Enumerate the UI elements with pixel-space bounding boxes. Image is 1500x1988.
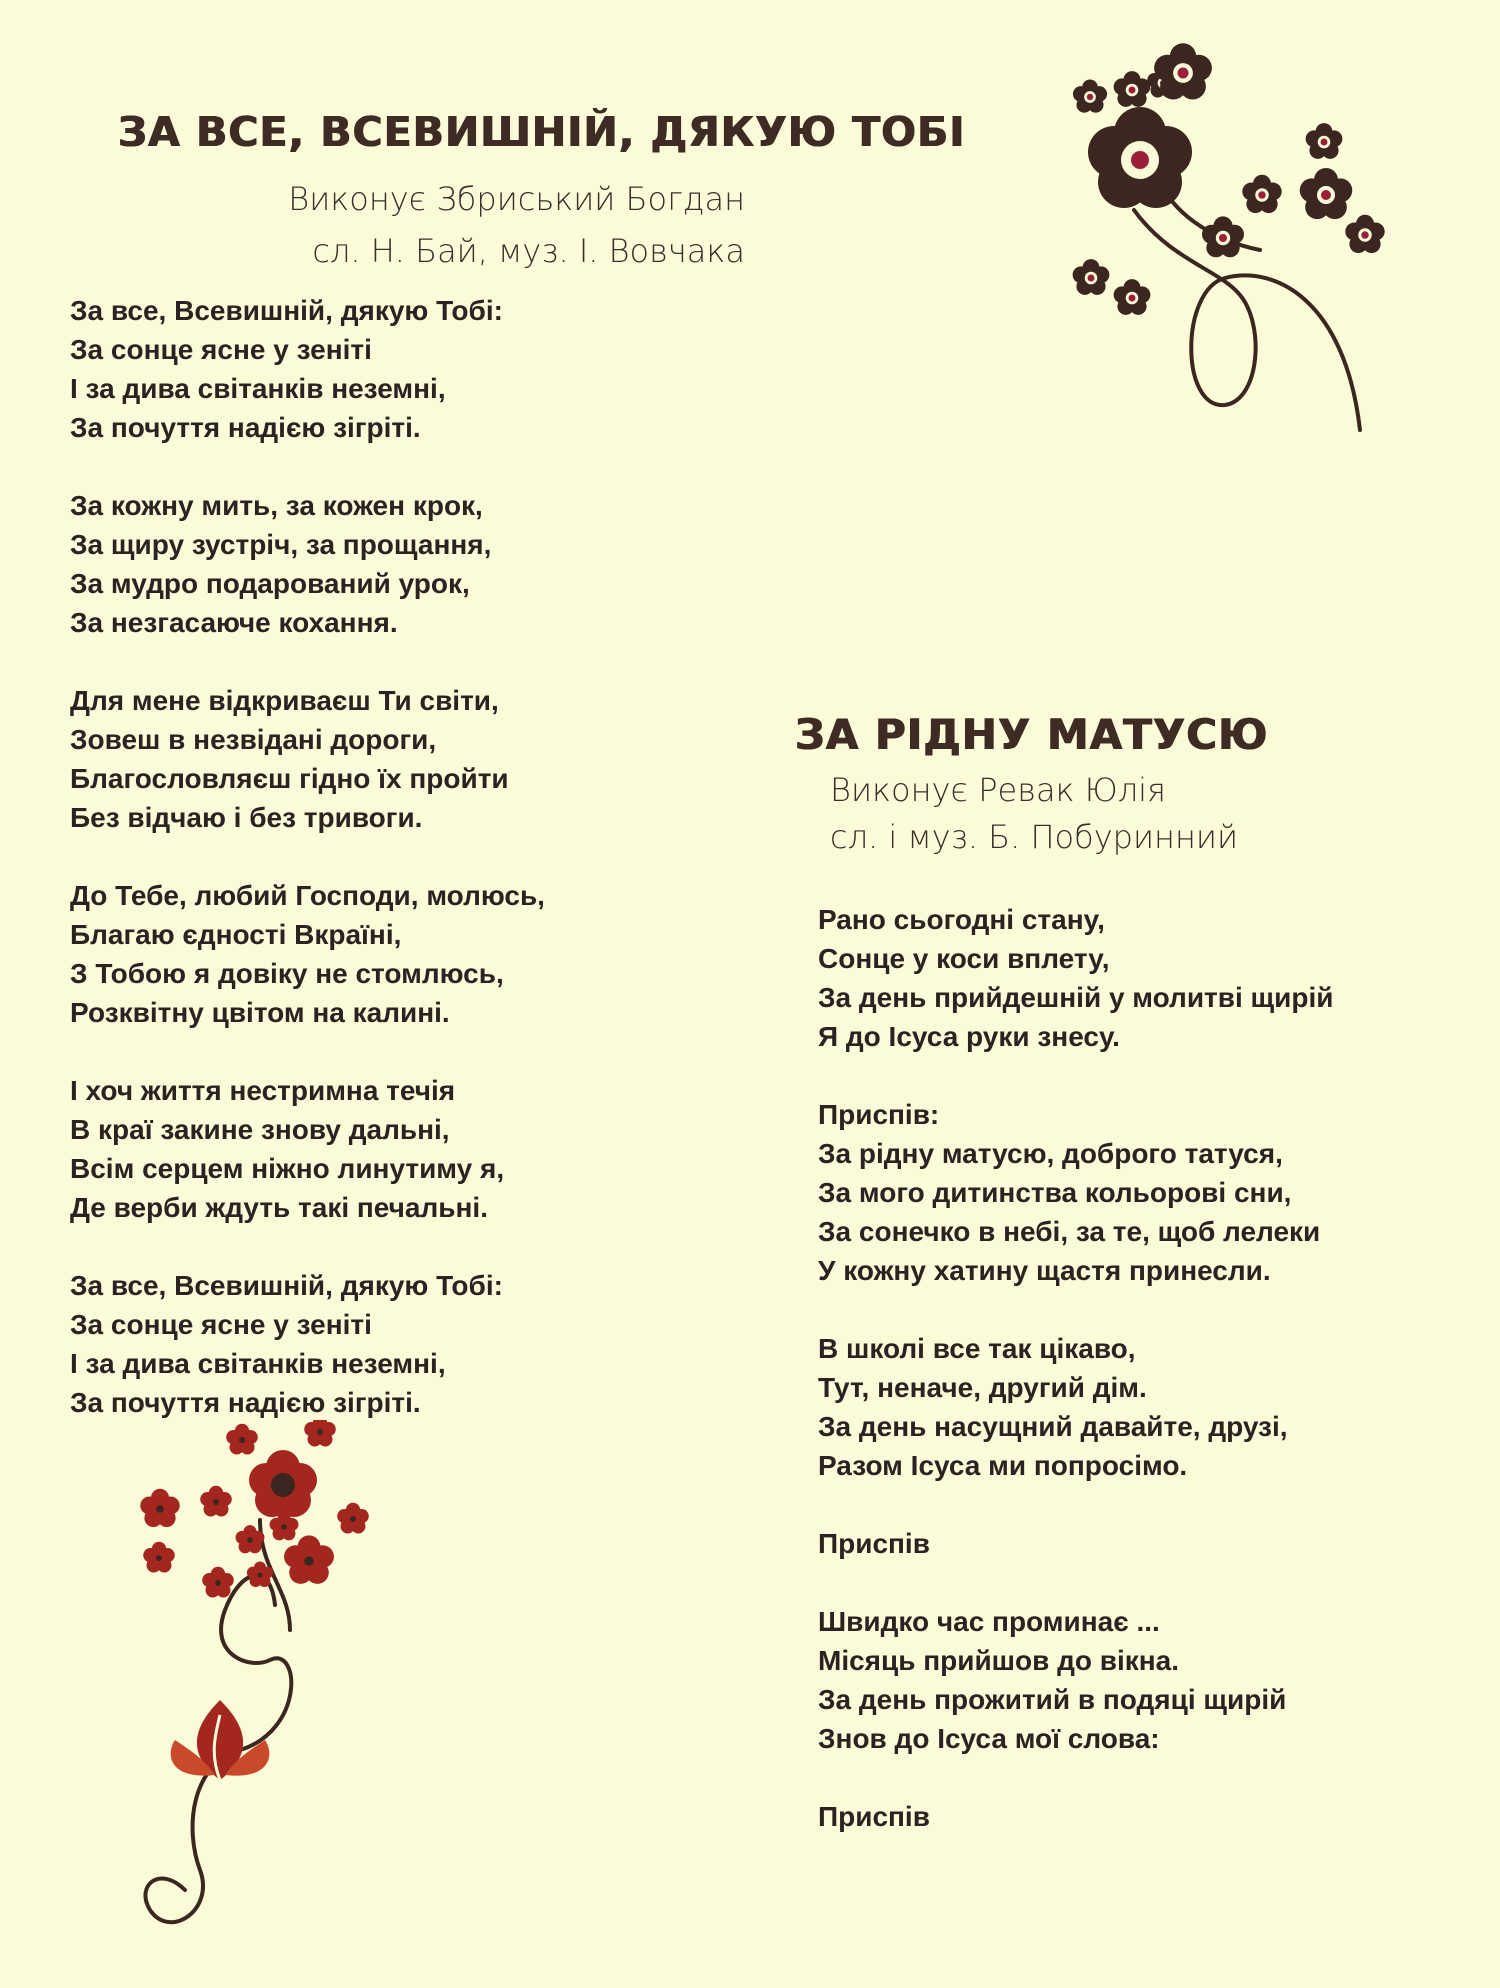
small-flower-icon <box>202 1567 234 1598</box>
lyric-line: З Тобою я довіку не стомлюсь, <box>70 958 504 989</box>
lyric-line: За день насущний давайте, друзі, <box>818 1411 1288 1442</box>
stanza <box>818 1524 1333 1563</box>
flower-decoration-bottom <box>130 1420 390 1960</box>
lyric-line: Приспів: <box>818 1099 940 1130</box>
small-flower-icon <box>1300 168 1353 219</box>
flower-icon <box>249 1450 317 1517</box>
flower-stem <box>1134 180 1360 430</box>
song-lyrics <box>818 900 1333 1875</box>
lyric-line: Приспів <box>818 1801 930 1832</box>
small-flower-icon <box>200 1486 232 1517</box>
stanza <box>70 1266 545 1422</box>
lyric-line: І за дива світанків неземні, <box>70 1348 446 1379</box>
lyric-line: За рідну матусю, доброго татуся, <box>818 1138 1283 1169</box>
lyric-line: Всім серцем ніжно линутиму я, <box>70 1153 505 1184</box>
lyric-line: Без відчаю і без тривоги. <box>70 802 423 833</box>
song-lyrics <box>70 291 545 1461</box>
lyric-line: За сонце ясне у зеніті <box>70 334 372 365</box>
small-flower-icon <box>1202 216 1244 257</box>
lyric-line: За сонечко в небі, за те, щоб лелеки <box>818 1216 1321 1247</box>
small-flower-icon <box>1073 79 1107 112</box>
stanza <box>70 291 545 447</box>
lyric-line: Де верби ждуть такі печальні. <box>70 1192 488 1223</box>
lyric-line: У кожну хатину щастя принесли. <box>818 1255 1271 1286</box>
lyric-line: Сонце у коси вплету, <box>818 943 1110 974</box>
small-flower-icon <box>304 1420 336 1446</box>
lyric-line: Зовеш в незвідані дороги, <box>70 724 437 755</box>
song-authors: сл. Н. Бай, муз. І. Вовчака <box>312 232 745 270</box>
small-flower-icon <box>1242 175 1281 213</box>
stanza <box>70 486 545 642</box>
stanza <box>818 1602 1333 1758</box>
lyric-line: За щиру зустріч, за прощання, <box>70 529 492 560</box>
lyric-line: За мудро подарований урок, <box>70 568 470 599</box>
small-flower-icon <box>337 1503 369 1534</box>
lyric-line: За сонце ясне у зеніті <box>70 1309 372 1340</box>
lyric-line: В школі все так цікаво, <box>818 1333 1136 1364</box>
lyric-line: І за дива світанків неземні, <box>70 373 446 404</box>
lyric-line: За день прийдешній у молитві щирій <box>818 982 1334 1013</box>
lyric-line: Розквітну цвітом на калині. <box>70 997 450 1028</box>
lyric-line: Знов до Ісуса мої слова: <box>818 1723 1160 1754</box>
song-title: ЗА ВСЕ, ВСЕВИШНІЙ, ДЯКУЮ ТОБІ <box>118 108 966 156</box>
lyric-line: За все, Всевишній, дякую Тобі: <box>70 1270 503 1301</box>
song-title: ЗА РІДНУ МАТУСЮ <box>795 710 1269 759</box>
small-flower-icon <box>1114 71 1151 107</box>
small-flower-icon <box>1306 123 1343 159</box>
lyric-line: Для мене відкриваєш Ти світи, <box>70 685 499 716</box>
lyric-line: Швидко час проминає ... <box>818 1606 1160 1637</box>
stanza <box>818 1797 1333 1836</box>
lyric-line: За незгасаюче кохання. <box>70 607 398 638</box>
stanza <box>70 876 545 1032</box>
lyric-line: Благословляєш гідно їх пройти <box>70 763 509 794</box>
lyric-line: І хоч життя нестримна течія <box>70 1075 456 1106</box>
stanza <box>70 681 545 837</box>
lyric-line: Разом Ісуса ми попросімо. <box>818 1450 1188 1481</box>
song-performer: Виконує Збриський Богдан <box>288 180 745 218</box>
small-flowers <box>140 1420 368 1597</box>
stanza <box>70 1071 545 1227</box>
stanza <box>818 900 1333 1056</box>
small-flower-icon <box>1073 259 1110 295</box>
lyric-line: До Тебе, любий Господи, молюсь, <box>70 880 545 911</box>
lyric-line: За день прожитий в подяці щирій <box>818 1684 1287 1715</box>
small-flower-icon <box>284 1535 334 1584</box>
small-flower-icon <box>1114 279 1151 315</box>
lyric-line: Місяць прийшов до вікна. <box>818 1645 1180 1676</box>
song-authors: сл. і муз. Б. Побуринний <box>830 818 1239 856</box>
lyric-line: Я до Ісуса руки знесу. <box>818 1021 1120 1052</box>
lyric-line: За мого дитинства кольорові сни, <box>818 1177 1292 1208</box>
lyric-line: Рано сьогодні стану, <box>818 904 1105 935</box>
flower-icon <box>1088 107 1192 208</box>
small-flower-icon <box>143 1542 175 1573</box>
small-flower-icon <box>226 1424 258 1455</box>
lyric-line: За кожну мить, за кожен крок, <box>70 490 483 521</box>
small-flower-icon <box>140 1489 179 1527</box>
lyric-line: Благаю єдності Вкраїні, <box>70 919 402 950</box>
small-flower-icon <box>1345 215 1384 253</box>
lyric-line: За все, Всевишній, дякую Тобі: <box>70 295 503 326</box>
lyric-line: За почуття надією зігріті. <box>70 412 421 443</box>
lyric-line: За почуття надією зігріті. <box>70 1387 421 1418</box>
flower-decoration-top <box>1060 40 1420 440</box>
lyric-line: Тут, неначе, другий дім. <box>818 1372 1147 1403</box>
lyric-line: В краї закине знову дальні, <box>70 1114 450 1145</box>
leaf-icon <box>171 1700 270 1780</box>
lyric-line: Приспів <box>818 1528 930 1559</box>
small-flower-icon <box>1154 43 1212 99</box>
stanza <box>818 1329 1333 1485</box>
stanza <box>818 1095 1333 1290</box>
song-performer: Виконує Ревак Юлія <box>830 771 1166 809</box>
